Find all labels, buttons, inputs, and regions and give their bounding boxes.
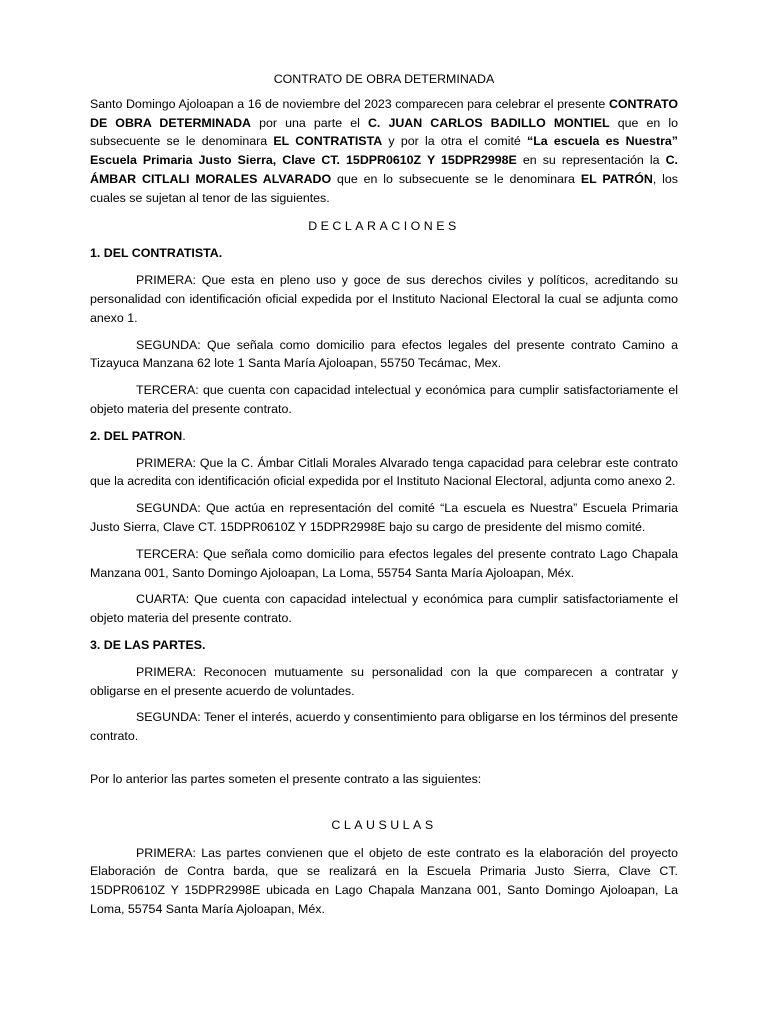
intro-text: EL PATRÓN bbox=[580, 171, 653, 186]
section-heading-patron-label: 2. DEL PATRON bbox=[90, 428, 183, 443]
document-title: CONTRATO DE OBRA DETERMINADA bbox=[273, 72, 495, 86]
declaration-item: SEGUNDA: Que señala como domicilio para efectos legales del presente contrato Camino a Tizayuca Manzana 62 lote 1 Santa María Ajoloapan, 55750 Tecámac, Mex. bbox=[90, 337, 678, 371]
intro-text: por una parte el bbox=[250, 115, 368, 130]
section-heading-partes: 3. DE LAS PARTES. bbox=[90, 637, 206, 652]
declaration-item: CUARTA: Que cuenta con capacidad intelectual y económica para cumplir satisfactoriamente el objeto materia del presente contrato. bbox=[90, 592, 678, 626]
section-heading-patron-period: . bbox=[182, 428, 186, 443]
intro-text: que en lo subsecuente se le denominara bbox=[90, 115, 679, 149]
intro-text: y por la otra el comité bbox=[382, 134, 528, 149]
intro-text: Santo Domingo Ajoloapan a 16 de noviembre del 2023 comparecen para celebrar el presente bbox=[90, 96, 609, 111]
intro-text: CONTRATO DE OBRA DETERMINADA bbox=[90, 96, 678, 130]
declaraciones-heading: DECLARACIONES bbox=[308, 218, 460, 233]
declaration-item: PRIMERA: Que la C. Ámbar Citlali Morales Alvarado tenga capacidad para celebrar este contrato que la acredita con identificación oficial expedida por el Instituto Nacional Electoral, adjunta como anexo 2. bbox=[90, 455, 678, 489]
spacer bbox=[90, 754, 678, 770]
section-heading-contratista: 1. DEL CONTRATISTA. bbox=[90, 246, 223, 261]
section-heading-patron bbox=[90, 427, 678, 446]
spacer bbox=[90, 789, 678, 816]
intro-paragraph bbox=[90, 95, 678, 208]
intro-text: C. ÁMBAR CITLALI MORALES ALVARADO bbox=[90, 153, 678, 186]
intro-text: que en lo subsecuente se le denominara bbox=[331, 171, 581, 186]
declaration-item: PRIMERA: Que esta en pleno uso y goce de sus derechos civiles y políticos, acreditando su personalidad con identificación oficial expedida por el Instituto Nacional Electoral la cual se adjunta como anexo 1. bbox=[90, 273, 678, 325]
clause-item: PRIMERA: Las partes convienen que el objeto de este contrato es la elaboración del proyecto Elaboración de Contra barda, que se realizará en la Escuela Primaria Justo Sierra, Clave CT. 15DPR0610Z Y 15DPR2998E ubicada en Lago Chapala Manzana 001, Santo Domingo Ajoloapan, La Loma, 55754 Santa María Ajoloapan, Méx. bbox=[90, 845, 678, 916]
intro-text: EL CONTRATISTA bbox=[273, 134, 383, 149]
intro-text: , los cuales se sujetan al tenor de las siguientes. bbox=[90, 171, 679, 205]
intro-text: C. JUAN CARLOS BADILLO MONTIEL bbox=[367, 115, 610, 130]
declaration-item: SEGUNDA: Que actúa en representación del comité “La escuela es Nuestra” Escuela Primaria Justo Sierra, Clave CT. 15DPR0610Z Y 15DPR2998E bajo su cargo de presidente del mismo comité. bbox=[90, 501, 678, 534]
declaration-item: SEGUNDA: Tener el interés, acuerdo y consentimiento para obligarse en los términos del presente contrato. bbox=[90, 710, 678, 744]
intro-text: “La escuela es Nuestra” Escuela Primaria Justo Sierra, Clave CT. 15DPR0610Z Y 15DPR2998E bbox=[90, 134, 678, 168]
declaration-item: TERCERA: Que señala como domicilio para efectos legales del presente contrato Lago Chapala Manzana 001, Santo Domingo Ajoloapan, La Loma, 55754 Santa María Ajoloapan, Méx. bbox=[90, 546, 678, 580]
intro-text: en su representación la bbox=[516, 153, 666, 168]
declaration-item: PRIMERA: Reconocen mutuamente su personalidad con la que comparecen a contratar y obligarse en el presente acuerdo de voluntades. bbox=[90, 664, 678, 698]
closing-sentence: Por lo anterior las partes someten el presente contrato a las siguientes: bbox=[90, 771, 482, 786]
clausulas-heading: CLAUSULAS bbox=[331, 817, 437, 832]
declaration-item: TERCERA: que cuenta con capacidad intelectual y económica para cumplir satisfactoriamente el objeto materia del presente contrato. bbox=[90, 383, 678, 416]
